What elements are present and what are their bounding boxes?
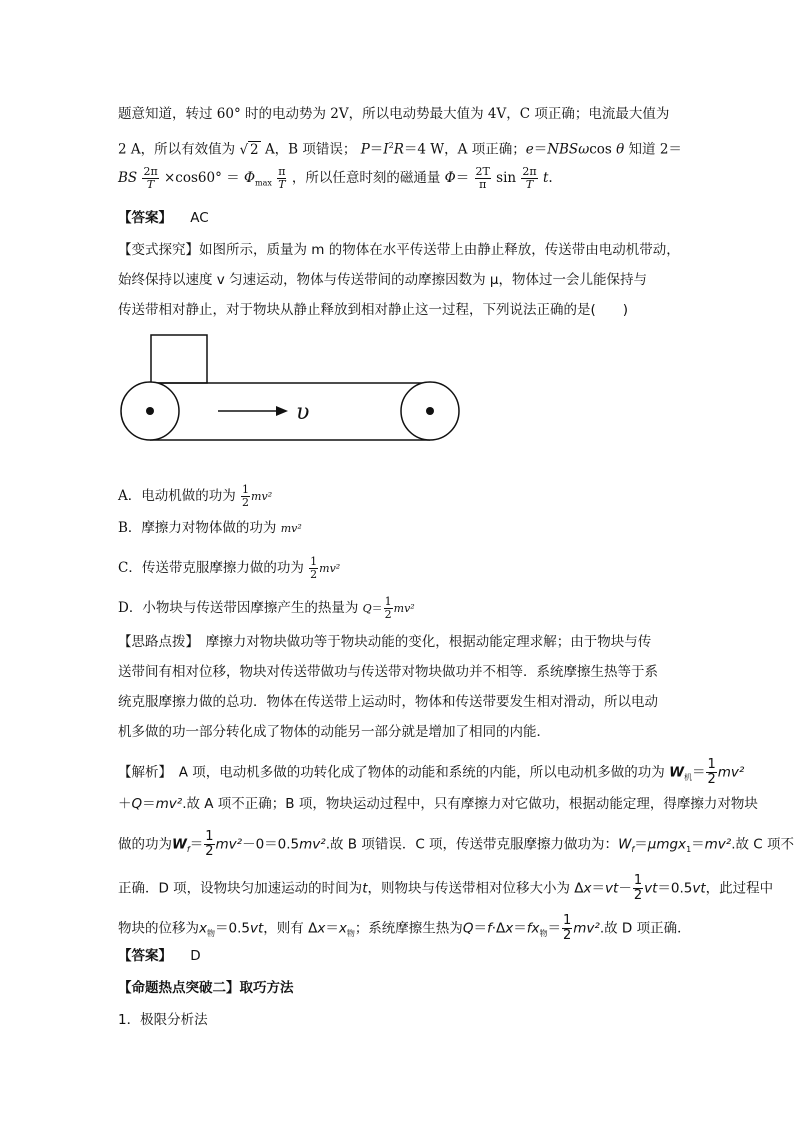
text: . [548,170,553,186]
text: ＝ [591,880,606,897]
expression: mv² [155,796,183,812]
text: ＝0.5 [657,880,693,897]
text: ×cos60° ＝ [164,170,240,186]
text: ＝ [513,920,527,937]
hint-line1 [118,632,651,652]
numerator: 2π [143,165,158,178]
analysis-line2 [118,794,758,814]
answer-line-1 [118,208,209,228]
denominator: π [479,178,487,191]
left-pulley-axle [146,407,154,415]
text: 物块的位移为 [118,920,199,937]
var: x [583,880,592,897]
var: Q [462,920,474,937]
var: ω [578,141,590,158]
fraction [475,166,491,191]
fraction [241,484,250,509]
right-pulley-axle [426,407,434,415]
text: ，此过程中 [705,880,774,897]
text: 做的功为 [118,836,172,853]
section-title: 【命题热点突破二】取巧方法 [118,980,294,996]
subscript: max [255,178,272,188]
fraction [142,166,158,191]
para1-line2 [118,136,682,160]
text: 【解析】 A 项，电动机多做的功转化成了物体的动能和系统的内能，所以电动机多做的功为 [118,764,665,781]
denominator: 2 [310,568,318,581]
text: 统克服摩擦力做的总功．物体在传送带上运动时，物体和传送带要发生相对滑动，所以电动 [118,694,658,710]
expression: mv² [319,562,341,575]
var: W [669,764,684,781]
fraction [204,830,214,859]
text: －0＝0.5 [242,836,300,853]
question-line1 [118,240,680,260]
text: ＝ [189,836,204,853]
subsection-title: 1．极限分析法 [118,1012,208,1028]
para1-line3 [118,166,553,194]
text: ，所以任意时刻的磁通量 [291,170,441,186]
hint-line4 [118,722,550,742]
denominator: 2 [205,844,214,859]
expression: fx [526,920,540,937]
analysis-line3 [118,830,794,860]
text: ＝ [634,836,648,853]
var: Q [131,796,143,812]
denominator: 2 [707,772,716,787]
expression: mv² [573,920,600,937]
fraction [521,166,537,191]
var: BS [118,170,138,186]
block-shape [151,335,207,383]
var: W [618,836,632,853]
text: ＝ [455,170,470,186]
text: 始终保持以速度 v 匀速运动，物体与传送带间的动摩擦因数为 μ，物体过一会儿能保持与 [118,272,647,288]
subscript: 机 [683,773,692,783]
text: ＝0.5 [215,920,250,937]
text: ，则有 Δ [263,920,318,937]
answer-value: D [190,948,201,964]
var: x [199,920,207,937]
expression: mv² [215,836,243,853]
fraction [562,914,572,943]
subsection-heading [118,1010,208,1030]
expression: mv² [717,764,745,781]
text: 传送带相对静止，对于物块从静止释放到相对静止这一过程，下列说法正确的是( ) [118,302,629,318]
fraction [633,874,643,903]
var: t [362,880,368,897]
velocity-label: υ [296,400,310,425]
text: 正确．D 项，设物块匀加速运动的时间为 [118,880,363,897]
denominator: 2 [633,888,643,903]
var: x [505,920,514,937]
text: ＝ [473,920,487,937]
text: ＝ [325,920,339,937]
numerator: 2π [522,165,537,178]
text: A，B 项错误； [264,141,357,158]
expression: mv² [251,490,273,503]
text: ＝4 W，A 项正确； [403,141,526,158]
answer-label: 【答案】 [118,948,172,964]
text: ＝ [691,764,706,781]
expression: vt [605,880,619,897]
var: P [360,141,370,158]
numerator: 1 [205,829,214,844]
text: 送带间有相对位移，物块对传送带做功与传送带对物块做功并不相等．系统摩擦生热等于系 [118,664,658,680]
option-text: D．小物块与传送带因摩擦产生的热量为 [118,600,359,616]
expression: μmgx [647,836,687,853]
question-line2 [118,270,647,290]
numerator: 1 [633,873,643,888]
text: .故 D 项正确． [599,920,691,937]
option-d [118,596,415,621]
text: ·Δ [491,920,506,937]
expression: mv² [393,602,415,615]
var: W [172,836,187,853]
numerator: π [278,165,286,178]
sqrt-symbol: √ 2 [239,141,259,158]
fraction [309,556,318,581]
option-text: B．摩擦力对物体做的功为 [118,520,277,536]
subscript: f [186,845,190,855]
text: .故 A 项不正确；B 项，物块运动过程中，只有摩擦力对它做功，根据动能定理，得摩擦力对物块 [182,796,758,812]
option-b [118,518,302,539]
analysis-line5 [118,914,691,944]
analysis-line1 [118,758,744,788]
option-text: A．电动机做的功为 [118,488,236,504]
text: ＝ [369,141,384,158]
var: Φ [444,170,456,186]
var: R [393,141,404,158]
answer-value: AC [190,210,209,226]
text: － [618,880,632,897]
text: sin [496,170,517,186]
denominator: T [278,178,286,191]
expression: vt [644,880,658,897]
var: x [338,920,347,937]
subscript: 物 [346,929,355,939]
text: ＝ [547,920,561,937]
denominator: 2 [384,608,392,621]
text: 【变式探究】如图所示，质量为 m 的物体在水平传送带上由静止释放，传送带由电动机带动， [118,242,680,258]
denominator: T [146,178,155,191]
text: 机多做的功一部分转化成了物体的动能另一部分就是增加了相同的内能． [118,724,550,740]
denominator: T [525,178,534,191]
hint-line3 [118,692,658,712]
text: cos [589,141,612,158]
text: ＝ [371,602,383,615]
numerator: 2T [475,165,490,178]
fraction [277,166,286,191]
hint-line2 [118,662,658,682]
var: e [525,141,534,158]
text: .故 C 项不 [731,836,794,853]
expression: mv² [704,836,732,853]
text: 题意知道，转过 60° 时的电动势为 2V，所以电动势最大值为 4V，C 项正确；电流最大值为 [118,106,670,122]
expression: mv² [299,836,326,853]
var: f [486,920,492,937]
text: .故 B 项错误．C 项，传送带克服摩擦力做功为： [325,836,619,853]
text: ＝ [691,836,705,853]
var: Q [362,602,372,615]
answer-line-2 [118,946,201,966]
var: I [383,141,389,158]
numerator: 1 [242,483,250,496]
numerator: 1 [563,913,572,928]
option-a [118,484,272,509]
subscript: 物 [539,929,548,939]
var: Φ [243,170,256,186]
section-heading [118,978,294,998]
question-line3 [118,300,628,320]
subscript: f [631,845,635,855]
denominator: 2 [242,496,250,509]
option-c [118,556,340,581]
var: NBS [547,141,579,158]
var: x [317,920,326,937]
velocity-arrow-head [276,406,288,416]
text: ＝ [142,796,156,812]
numerator: 1 [310,555,318,568]
fraction [384,596,393,621]
text: ；系统摩擦生热为 [354,920,463,937]
text: ＝ [533,141,548,158]
radicand: 2 [250,141,259,158]
text: 2 A，所以有效值为 [118,141,236,158]
text: 【思路点拨】 摩擦力对物块做功等于物块动能的变化，根据动能定理求解；由于物块与传 [118,634,652,650]
var: t [542,170,549,186]
numerator: 1 [707,757,716,772]
subscript: 物 [207,929,215,939]
option-text: C．传送带克服摩擦力做的功为 [118,560,304,576]
text: ＋ [118,796,132,812]
expression: vt [692,880,706,897]
conveyor-belt-figure [118,330,463,460]
expression: vt [249,920,264,937]
text: ，则物块与传送带相对位移大小为 Δ [367,880,584,897]
denominator: 2 [563,928,572,943]
fraction [706,758,716,787]
subscript: 1 [686,845,692,855]
text: 知道 2＝ [624,141,682,158]
var: θ [616,141,625,158]
exp: 2 [388,141,394,150]
answer-label: 【答案】 [118,210,172,226]
analysis-line4 [118,874,773,903]
numerator: 1 [384,595,392,608]
para1-line1 [118,104,669,124]
expression: mv² [280,522,302,535]
